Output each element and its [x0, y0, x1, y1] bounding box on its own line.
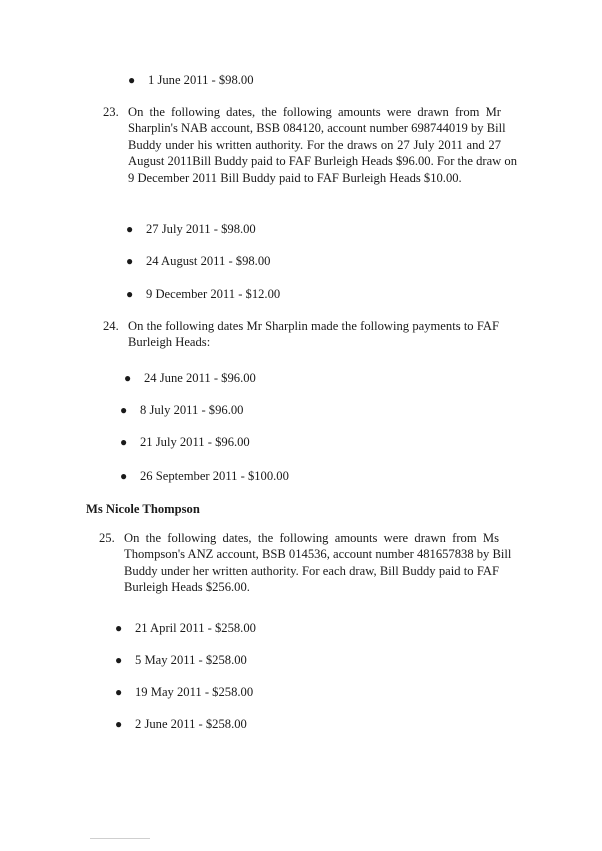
list-item-text: 24 August 2011 - $98.00	[146, 254, 271, 268]
paragraph-line: Buddy under her written authority. For each draw, Bill Buddy paid to FAF	[124, 563, 499, 578]
paragraph-line: Buddy under his written authority. For the draws on 27 July 2011 and 27	[128, 137, 501, 152]
bullet-icon: ●	[120, 435, 128, 449]
paragraph-number: 25.	[99, 531, 115, 545]
bullet-icon: ●	[126, 287, 134, 301]
bullet-icon: ●	[126, 254, 134, 268]
list-item-text: 19 May 2011 - $258.00	[135, 685, 254, 699]
paragraph-line: Burleigh Heads $256.00.	[124, 580, 250, 595]
list-item-text: 2 June 2011 - $258.00	[135, 717, 247, 731]
list-item-text: 9 December 2011 - $12.00	[146, 287, 281, 301]
bullet-icon: ●	[120, 403, 128, 417]
bullet-icon: ●	[115, 685, 123, 699]
list-item-text: 21 April 2011 - $258.00	[135, 621, 256, 635]
paragraph-line: 9 December 2011 Bill Buddy paid to FAF Burleigh Heads $10.00.	[128, 170, 462, 185]
bullet-icon: ●	[115, 653, 123, 667]
paragraph-line: On the following dates, the following amounts were drawn from Ms	[124, 531, 499, 545]
bullet-icon: ●	[120, 469, 128, 483]
paragraph-line: Sharplin's NAB account, BSB 084120, account number 698744019 by Bill	[128, 121, 506, 136]
list-item-text: 26 September 2011 - $100.00	[140, 469, 289, 483]
bullet-icon: ●	[126, 222, 134, 236]
section-heading: Ms Nicole Thompson	[86, 502, 200, 516]
list-item-text: 21 July 2011 - $96.00	[140, 435, 250, 449]
paragraph-line: Burleigh Heads:	[128, 335, 211, 350]
paragraph-line: Thompson's ANZ account, BSB 014536, account number 481657838 by Bill	[124, 547, 512, 562]
list-item-text: 24 June 2011 - $96.00	[144, 371, 256, 385]
bullet-icon: ●	[115, 717, 123, 731]
bullet-icon: ●	[115, 621, 123, 635]
list-item-text: 27 July 2011 - $98.00	[146, 222, 256, 236]
list-item-text: 5 May 2011 - $258.00	[135, 653, 247, 667]
paragraph-number: 24.	[103, 319, 119, 333]
list-item-text: 1 June 2011 - $98.00	[148, 73, 254, 87]
paragraph-line: On the following dates, the following amounts were drawn from Mr	[128, 105, 501, 119]
list-item-text: 8 July 2011 - $96.00	[140, 403, 244, 417]
bullet-icon: ●	[128, 73, 136, 87]
paragraph-line: August 2011Bill Buddy paid to FAF Burleigh Heads $96.00. For the draw on	[128, 154, 517, 169]
paragraph-line: On the following dates Mr Sharplin made the following payments to FAF	[128, 319, 499, 333]
paragraph-number: 23.	[103, 105, 119, 119]
bullet-icon: ●	[124, 371, 132, 385]
footer-divider	[90, 838, 150, 839]
